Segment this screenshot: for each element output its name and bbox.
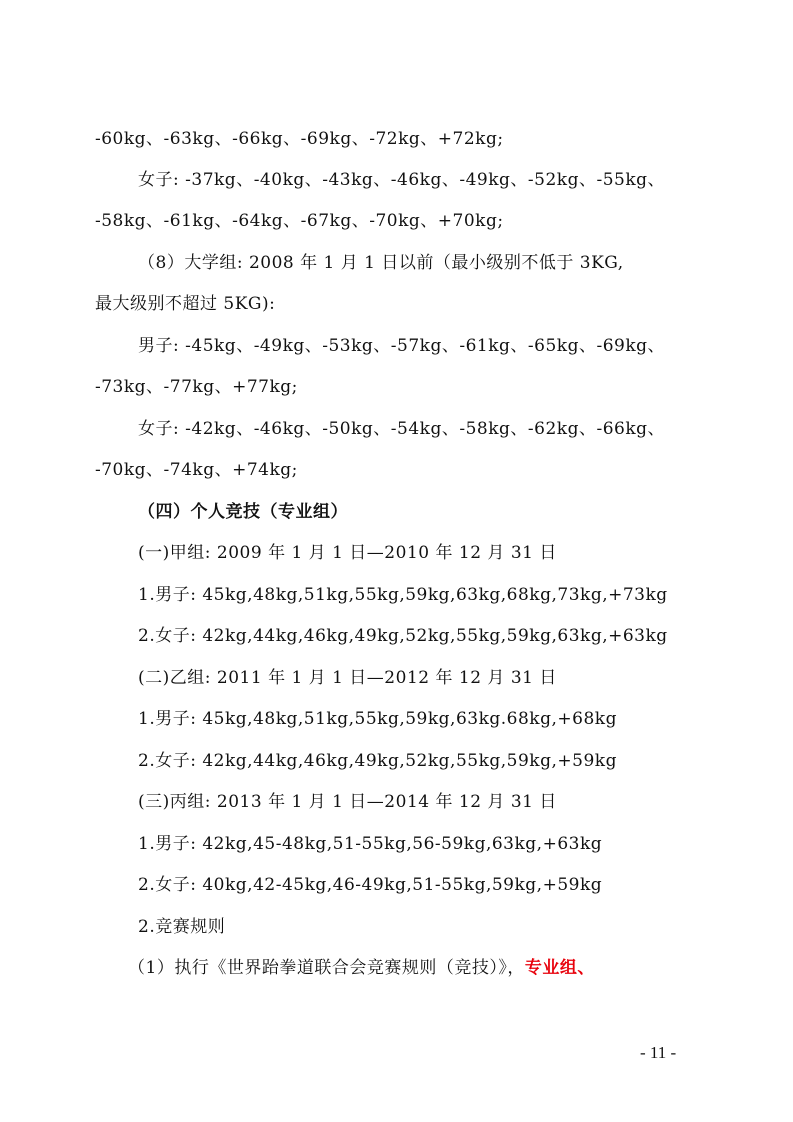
text-line: 1.男子: 45kg,48kg,51kg,55kg,59kg,63kg,68kg,73kg,+73kg	[138, 585, 668, 605]
text-line: -70kg、-74kg、+74kg;	[95, 460, 298, 480]
text-line: -73kg、-77kg、+77kg;	[95, 377, 298, 397]
group-heading: (三)丙组: 2013 年 1 月 1 日—2014 年 12 月 31 日	[138, 792, 557, 812]
text-line	[128, 957, 595, 979]
text-line: （8）大学组: 2008 年 1 月 1 日以前（最小级别不低于 3KG,	[138, 253, 624, 273]
text-line: -60kg、-63kg、-66kg、-69kg、-72kg、+72kg;	[95, 129, 504, 149]
text-line: 1.男子: 45kg,48kg,51kg,55kg,59kg,63kg.68kg,+68kg	[138, 709, 617, 729]
text-line: 2.女子: 42kg,44kg,46kg,49kg,52kg,55kg,59kg,+59kg	[138, 751, 617, 771]
group-heading: (一)甲组: 2009 年 1 月 1 日—2010 年 12 月 31 日	[138, 543, 557, 563]
text-line: 男子: -45kg、-49kg、-53kg、-57kg、-61kg、-65kg、-69kg、	[138, 336, 666, 356]
text-line: 女子: -42kg、-46kg、-50kg、-54kg、-58kg、-62kg、-66kg、	[138, 419, 666, 439]
text-line: 最大级别不超过 5KG):	[95, 294, 276, 314]
group-heading: (二)乙组: 2011 年 1 月 1 日—2012 年 12 月 31 日	[138, 668, 557, 688]
text-line: 1.男子: 42kg,45-48kg,51-55kg,56-59kg,63kg,+63kg	[138, 834, 603, 854]
text-line: 2.女子: 42kg,44kg,46kg,49kg,52kg,55kg,59kg,63kg,+63kg	[138, 626, 668, 646]
highlighted-text: 专业组、	[524, 958, 595, 978]
rule-text: （1）执行《世界跆拳道联合会竞赛规则（竞技）》，	[128, 958, 525, 978]
text-line: 女子: -37kg、-40kg、-43kg、-46kg、-49kg、-52kg、-55kg、	[138, 170, 666, 190]
text-line: 2.女子: 40kg,42-45kg,46-49kg,51-55kg,59kg,+59kg	[138, 875, 603, 895]
section-heading: （四）个人竞技（专业组）	[138, 502, 348, 522]
text-line: 2.竞赛规则	[138, 917, 226, 937]
text-line: -58kg、-61kg、-64kg、-67kg、-70kg、+70kg;	[95, 211, 504, 231]
page-number: - 11 -	[640, 1043, 677, 1062]
